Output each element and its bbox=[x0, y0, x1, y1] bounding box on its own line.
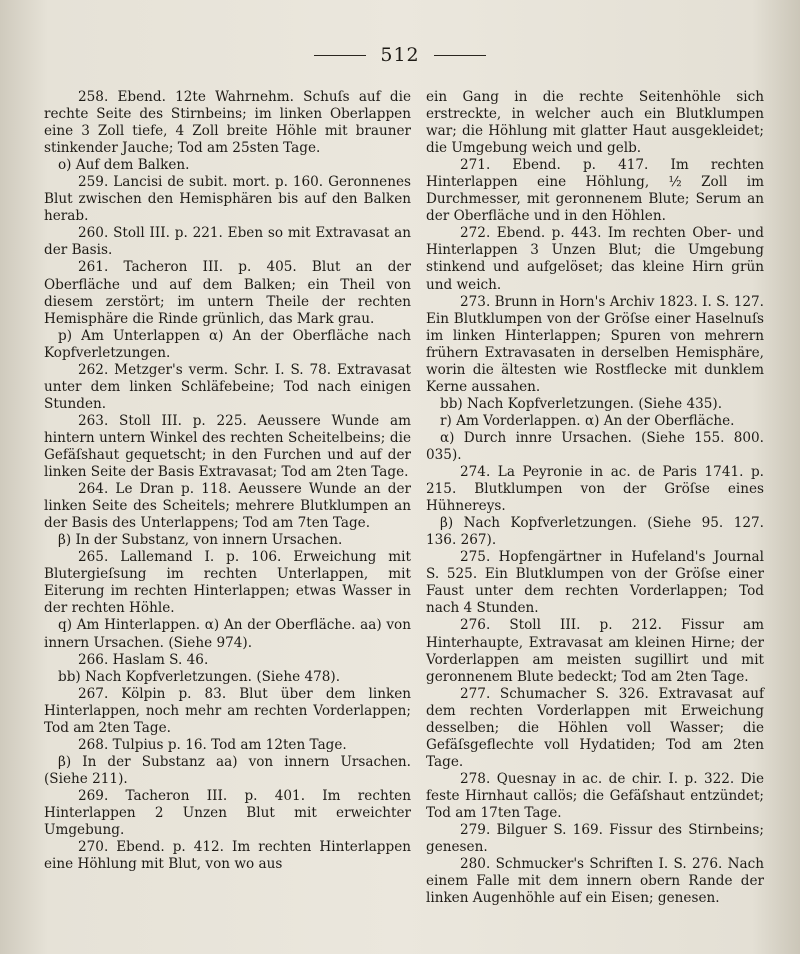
page-header bbox=[0, 44, 800, 66]
paragraph: 259. Lancisi de subit. mort. p. 160. Geronnenes Blut zwischen den Hemisphären bis auf den Balken herab. bbox=[44, 174, 411, 225]
paragraph: 271. Ebend. p. 417. Im rechten Hinterlappen eine Höhlung, ½ Zoll im Durchmesser, mit geronnenem Blute; Serum an der Oberfläche und in den Höhlen. bbox=[426, 157, 764, 225]
paragraph: 270. Ebend. p. 412. Im rechten Hinterlappen eine Höhlung mit Blut, von wo aus bbox=[44, 839, 411, 873]
paragraph: 267. Kölpin p. 83. Blut über dem linken Hinterlappen, noch mehr am rechten Vorderlappen; Tod am 2ten Tage. bbox=[44, 685, 411, 736]
paragraph: 275. Hopfengärtner in Hufeland's Journal S. 525. Ein Blutklumpen von der Gröſse einer Faust unter dem rechten Vorderlappen; Tod nach 4 Stunden. bbox=[426, 549, 764, 617]
paragraph: bb) Nach Kopfverletzungen. (Siehe 478). bbox=[58, 668, 341, 685]
paragraph: 268. Tulpius p. 16. Tod am 12ten Tage. bbox=[78, 736, 347, 753]
paragraph: 276. Stoll III. p. 212. Fissur am Hinterhaupte, Extravasat am kleinen Hirne; der Vorderlappen am meisten sugillirt und mit geronnenem Blute bedeckt; Tod am 2ten Tage. bbox=[426, 617, 764, 685]
paragraph: 263. Stoll III. p. 225. Aeussere Wunde am hintern untern Winkel des rechten Scheitelbeins; die Gefäſshaut gequetscht; in den Furchen und auf der linken Seite der Basis Extravasat; Tod am 2ten Tage. bbox=[44, 412, 411, 481]
left-column bbox=[44, 89, 411, 873]
paragraph: 274. La Peyronie in ac. de Paris 1741. p. 215. Blutklumpen von der Gröſse eines Hühnereys. bbox=[426, 464, 764, 515]
paragraph: r) Am Vorderlappen. α) An der Oberfläche. bbox=[440, 412, 735, 429]
paragraph: β) In der Substanz aa) von innern Ursachen. (Siehe 211). bbox=[44, 753, 411, 787]
paragraph: 272. Ebend. p. 443. Im rechten Ober- und Hinterlappen 3 Unzen Blut; die Umgebung stinkend und aufgelöset; das kleine Hirn grün und weich. bbox=[426, 225, 764, 293]
paragraph: α) Durch innre Ursachen. (Siehe 155. 800. 035). bbox=[426, 429, 764, 463]
paragraph: 261. Tacheron III. p. 405. Blut an der Oberfläche und auf dem Balken; ein Theil von diesem zerstört; im untern Theile der rechten Hemisphäre die Rinde grünlich, das Mark grau. bbox=[44, 259, 411, 327]
paragraph: 280. Schmucker's Schriften I. S. 276. Nach einem Falle mit dem innern obern Rande der linken Augenhöhle auf ein Eisen; genesen. bbox=[426, 856, 764, 907]
paragraph: bb) Nach Kopfverletzungen. (Siehe 435). bbox=[440, 395, 723, 412]
paragraph: q) Am Hinterlappen. α) An der Oberfläche. aa) von innern Ursachen. (Siehe 974). bbox=[44, 617, 411, 651]
paragraph: 260. Stoll III. p. 221. Eben so mit Extravasat an der Basis. bbox=[44, 225, 411, 259]
paragraph: 277. Schumacher S. 326. Extravasat auf dem rechten Vorderlappen mit Erweichung desselben; die Höhlen voll Wasser; die Gefäſsgeflechte voll Hydatiden; Tod am 2ten Tage. bbox=[426, 685, 764, 770]
paragraph: 266. Haslam S. 46. bbox=[78, 651, 209, 668]
paragraph: β) Nach Kopfverletzungen. (Siehe 95. 127. 136. 267). bbox=[426, 515, 764, 549]
paragraph: 273. Brunn in Horn's Archiv 1823. I. S. 127. Ein Blutklumpen von der Gröſse einer Haselnuſs im linken Hinterlappen; Spuren von mehrern frühern Extravasaten in derselben Hemisphäre, worin die ältesten wie Rostflecke mit dunklem Kerne aussahen. bbox=[426, 293, 764, 395]
header-rule-right bbox=[434, 55, 486, 56]
paragraph: 269. Tacheron III. p. 401. Im rechten Hinterlappen 2 Unzen Blut mit erweichter Umgebung. bbox=[44, 787, 411, 839]
header-rule-left bbox=[314, 55, 366, 56]
paragraph: 279. Bilguer S. 169. Fissur des Stirnbeins; genesen. bbox=[426, 822, 764, 856]
paragraph: 265. Lallemand I. p. 106. Erweichung mit Blutergieſsung im rechten Unterlappen, mit Eiterung im rechten Hinterlappen; etwas Wasser in der rechten Höhle. bbox=[44, 549, 411, 617]
paragraph: ein Gang in die rechte Seitenhöhle sich erstreckte, in welcher auch ein Blutklumpen war; die Höhlung mit glatter Haut ausgekleidet; die Umgebung weich und gelb. bbox=[426, 89, 764, 157]
paragraph: 262. Metzger's verm. Schr. I. S. 78. Extravasat unter dem linken Schläfebeine; Tod nach einigen Stunden. bbox=[44, 361, 411, 412]
paragraph: p) Am Unterlappen α) An der Oberfläche nach Kopfverletzungen. bbox=[44, 327, 411, 361]
page-number: 512 bbox=[380, 44, 420, 66]
paragraph: o) Auf dem Balken. bbox=[58, 157, 190, 174]
right-column bbox=[426, 89, 764, 907]
paragraph: β) In der Substanz, von innern Ursachen. bbox=[58, 532, 343, 549]
paragraph: 264. Le Dran p. 118. Aeussere Wunde an der linken Seite des Scheitels; mehrere Blutklumpen an der Basis des Unterlappens; Tod am 7ten Tage. bbox=[44, 481, 411, 532]
paragraph: 258. Ebend. 12te Wahrnehm. Schuſs auf die rechte Seite des Stirnbeins; im linken Oberlappen eine 3 Zoll tiefe, 4 Zoll breite Höhle mit brauner stinkender Jauche; Tod am 25sten Tage. bbox=[44, 89, 411, 157]
paragraph: 278. Quesnay in ac. de chir. I. p. 322. Die feste Hirnhaut callös; die Gefäſshaut entzündet; Tod am 17ten Tage. bbox=[426, 770, 764, 821]
